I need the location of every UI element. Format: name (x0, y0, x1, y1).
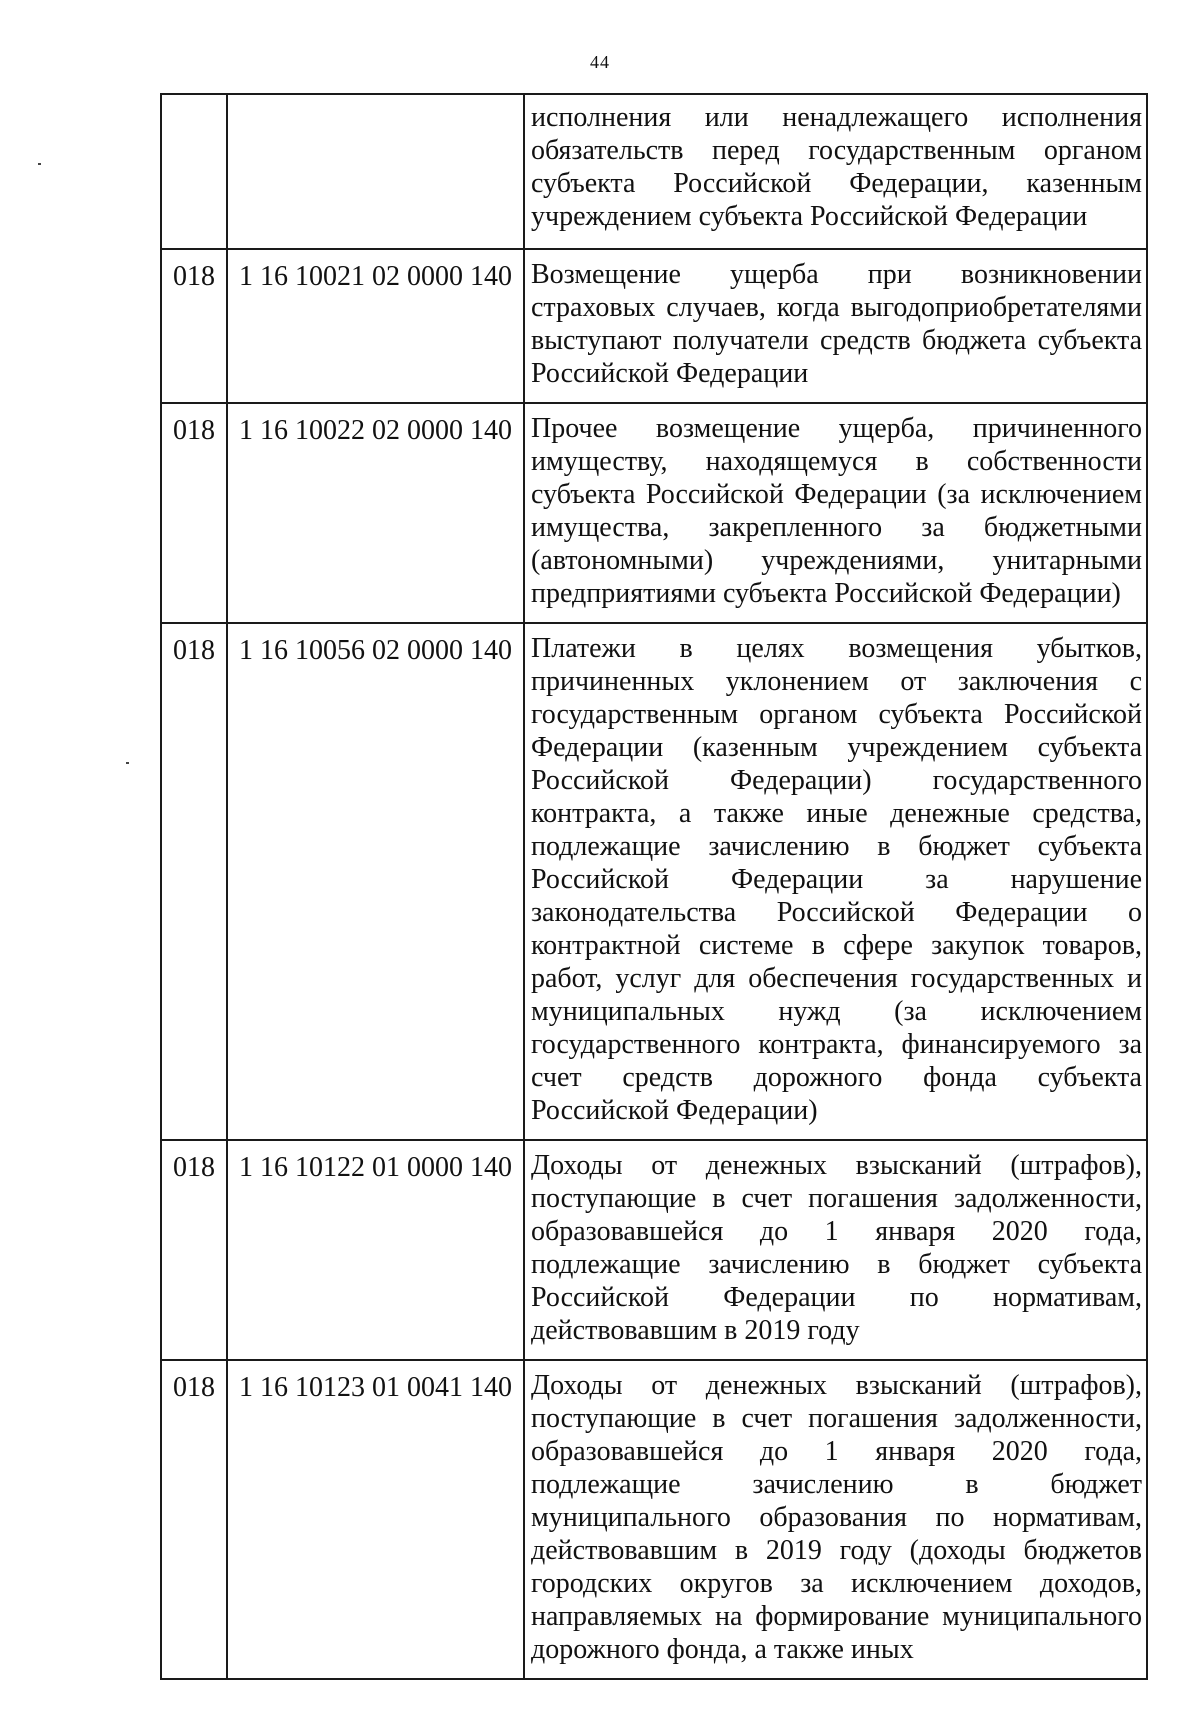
table-row (161, 1140, 1147, 1360)
description-text: исполнения или ненадлежащего исполнения обязательств перед государственным органом субъекта Российской Федерации, казенным учреждением субъекта Российской Федерации (531, 102, 1142, 232)
description-cell (524, 1140, 1147, 1360)
admin-code-cell: 018 (161, 623, 227, 1140)
budget-code-cell: 1 16 10056 02 0000 140 (227, 623, 524, 1140)
scan-speck (38, 163, 41, 165)
description-cell (524, 623, 1147, 1140)
admin-code-cell (161, 94, 227, 249)
scan-speck (126, 762, 129, 764)
table-row (161, 249, 1147, 403)
budget-code-cell: 1 16 10122 01 0000 140 (227, 1140, 524, 1360)
admin-code-cell: 018 (161, 1140, 227, 1360)
revenue-codes-table (160, 93, 1148, 1680)
budget-code-cell: 1 16 10021 02 0000 140 (227, 249, 524, 403)
description-cell (524, 94, 1147, 249)
table-row (161, 94, 1147, 249)
table-row (161, 403, 1147, 623)
description-cell (524, 403, 1147, 623)
description-text: Доходы от денежных взысканий (штрафов), поступающие в счет погашения задолженности, образовавшейся до 1 января 2020 года, подлежащие зачислению в бюджет субъекта Российской Федерации по нормативам, действовавшим в 2019 году (531, 1150, 1142, 1346)
admin-code-cell: 018 (161, 403, 227, 623)
description-text: Доходы от денежных взысканий (штрафов), поступающие в счет погашения задолженности, образовавшейся до 1 января 2020 года, подлежащие зачислению в бюджет муниципального образования по нормативам, действовавшим в 2019 году (доходы бюджетов городских округов за исключением доходов, направляемых на формирование муниципального дорожного фонда, а также иных (531, 1370, 1142, 1665)
description-text: Прочее возмещение ущерба, причиненного имуществу, находящемуся в собственности субъекта Российской Федерации (за исключением имущества, закрепленного за бюджетными (автономными) учреждениями, унитарными предприятиями субъекта Российской Федерации) (531, 413, 1142, 609)
description-cell (524, 1360, 1147, 1679)
admin-code-cell: 018 (161, 1360, 227, 1679)
description-text: Платежи в целях возмещения убытков, причиненных уклонением от заключения с государственным органом субъекта Российской Федерации (казенным учреждением субъекта Российской Федерации) государственного контракта, а также иные денежные средства, подлежащие зачислению в бюджет субъекта Российской Федерации за нарушение законодательства Российской Федерации о контрактной системе в сфере закупок товаров, работ, услуг для обеспечения государственных и муниципальных нужд (за исключением государственного контракта, финансируемого за счет средств дорожного фонда субъекта Российской Федерации) (531, 633, 1142, 1126)
page-number: 44 (590, 52, 610, 72)
budget-code-cell (227, 94, 524, 249)
table-row (161, 1360, 1147, 1679)
description-text: Возмещение ущерба при возникновении страховых случаев, когда выгодоприобретателями выступают получатели средств бюджета субъекта Российской Федерации (531, 259, 1142, 389)
budget-code-cell: 1 16 10022 02 0000 140 (227, 403, 524, 623)
admin-code-cell: 018 (161, 249, 227, 403)
description-cell (524, 249, 1147, 403)
budget-code-cell: 1 16 10123 01 0041 140 (227, 1360, 524, 1679)
table-row (161, 623, 1147, 1140)
